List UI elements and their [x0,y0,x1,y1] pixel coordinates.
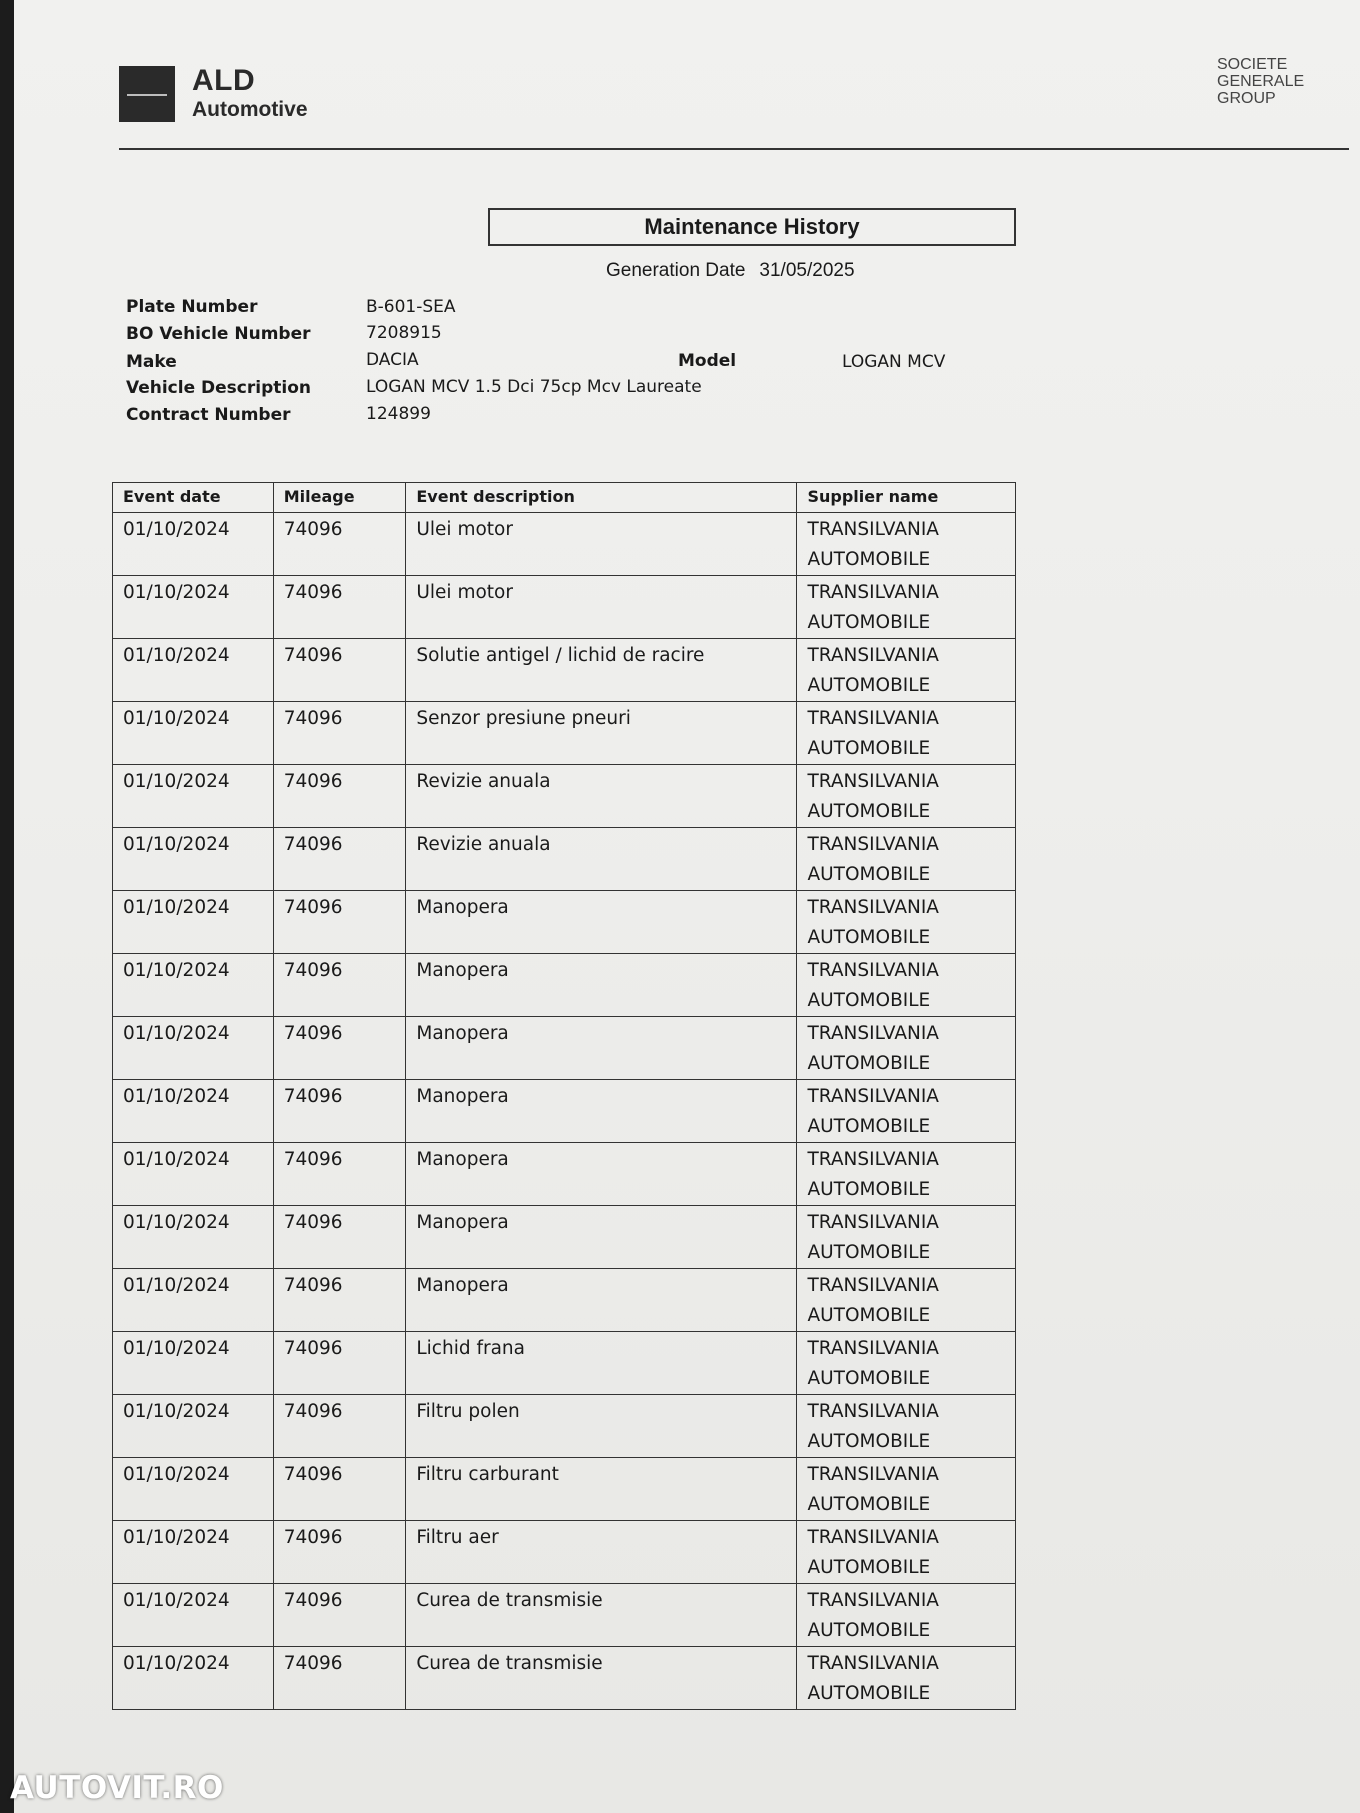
event-description-cell: Manopera [406,1143,797,1206]
event-date-cell: 01/10/2024 [113,1206,274,1269]
bo-vehicle-number-value: 7208915 [366,323,442,343]
model-label: Model [678,351,737,371]
supplier-name-line: AUTOMOBILE [807,1368,931,1389]
logo-title: ALD [192,64,256,97]
vehicle-description-label: Vehicle Description [126,378,311,398]
supplier-name-line: TRANSILVANIA [807,897,939,918]
supplier-name-cell [797,954,1016,1017]
event-date-cell: 01/10/2024 [113,891,274,954]
supplier-name-cell [797,576,1016,639]
group-line: GROUP [1217,90,1276,107]
event-date-cell: 01/10/2024 [113,702,274,765]
table-row [113,1521,1016,1584]
event-date-cell: 01/10/2024 [113,1143,274,1206]
event-date-cell: 01/10/2024 [113,513,274,576]
supplier-name-line: TRANSILVANIA [807,960,939,981]
supplier-name-line: TRANSILVANIA [807,582,939,603]
supplier-name-line: TRANSILVANIA [807,1590,939,1611]
supplier-name-line: AUTOMOBILE [807,1242,931,1263]
table-row [113,576,1016,639]
event-description-cell: Ulei motor [406,513,797,576]
logo-subtitle: Automotive [192,98,308,121]
supplier-name-line: AUTOMOBILE [807,1683,931,1704]
table-row [113,1647,1016,1710]
supplier-name-line: TRANSILVANIA [807,1275,939,1296]
supplier-name-cell [797,1206,1016,1269]
supplier-name-line: AUTOMOBILE [807,1557,931,1578]
supplier-name-line: AUTOMOBILE [807,1494,931,1515]
mileage-cell: 74096 [273,1269,406,1332]
supplier-name-cell [797,891,1016,954]
supplier-name-cell [797,513,1016,576]
supplier-name-cell [797,1017,1016,1080]
event-description-cell: Solutie antigel / lichid de racire [406,639,797,702]
mileage-cell: 74096 [273,639,406,702]
generation-date-value: 31/05/2025 [759,260,855,281]
supplier-name-line: AUTOMOBILE [807,612,931,633]
supplier-name-line: TRANSILVANIA [807,1149,939,1170]
supplier-name-cell [797,1584,1016,1647]
table-row [113,1269,1016,1332]
event-description-cell: Manopera [406,1269,797,1332]
event-date-cell: 01/10/2024 [113,954,274,1017]
event-date-cell: 01/10/2024 [113,1647,274,1710]
header-supplier-name: Supplier name [797,483,1016,513]
supplier-name-line: TRANSILVANIA [807,771,939,792]
event-description-cell: Ulei motor [406,576,797,639]
table-row [113,891,1016,954]
supplier-name-cell [797,1458,1016,1521]
supplier-name-line: TRANSILVANIA [807,1023,939,1044]
generation-date-label: Generation Date [606,260,746,281]
table-row [113,1458,1016,1521]
header-event-description: Event description [406,483,797,513]
mileage-cell: 74096 [273,765,406,828]
supplier-name-cell [797,1521,1016,1584]
supplier-name-line: AUTOMOBILE [807,1179,931,1200]
event-description-cell: Senzor presiune pneuri [406,702,797,765]
event-date-cell: 01/10/2024 [113,639,274,702]
supplier-name-line: AUTOMOBILE [807,1053,931,1074]
supplier-name-line: TRANSILVANIA [807,1212,939,1233]
event-date-cell: 01/10/2024 [113,765,274,828]
supplier-name-cell [797,1332,1016,1395]
header-mileage: Mileage [273,483,406,513]
supplier-name-line: AUTOMOBILE [807,675,931,696]
mileage-cell: 74096 [273,1080,406,1143]
mileage-cell: 74096 [273,1647,406,1710]
contract-number-label: Contract Number [126,405,291,425]
event-description-cell: Curea de transmisie [406,1584,797,1647]
ald-logo-icon [119,66,175,122]
event-description-cell: Manopera [406,891,797,954]
mileage-cell: 74096 [273,1521,406,1584]
event-description-cell: Filtru polen [406,1395,797,1458]
supplier-name-line: AUTOMOBILE [807,1305,931,1326]
supplier-name-line: AUTOMOBILE [807,990,931,1011]
event-description-cell: Lichid frana [406,1332,797,1395]
event-date-cell: 01/10/2024 [113,1521,274,1584]
mileage-cell: 74096 [273,828,406,891]
mileage-cell: 74096 [273,1332,406,1395]
event-date-cell: 01/10/2024 [113,1017,274,1080]
plate-number-label: Plate Number [126,297,258,317]
mileage-cell: 74096 [273,1017,406,1080]
table-body [113,513,1016,1710]
supplier-name-line: TRANSILVANIA [807,1401,939,1422]
supplier-name-line: AUTOMOBILE [807,1116,931,1137]
supplier-name-cell [797,1647,1016,1710]
table-row [113,513,1016,576]
mileage-cell: 74096 [273,1584,406,1647]
event-description-cell: Revizie anuala [406,765,797,828]
event-description-cell: Curea de transmisie [406,1647,797,1710]
group-label [1217,56,1304,107]
supplier-name-line: AUTOMOBILE [807,549,931,570]
supplier-name-line: TRANSILVANIA [807,645,939,666]
mileage-cell: 74096 [273,1458,406,1521]
mileage-cell: 74096 [273,513,406,576]
maintenance-table [112,482,1016,1710]
supplier-name-line: TRANSILVANIA [807,1653,939,1674]
header-divider [119,148,1349,150]
group-line: SOCIETE [1217,56,1288,73]
event-description-cell: Manopera [406,1206,797,1269]
supplier-name-line: TRANSILVANIA [807,1338,939,1359]
contract-number-value: 124899 [366,404,431,424]
event-date-cell: 01/10/2024 [113,1269,274,1332]
mileage-cell: 74096 [273,1395,406,1458]
event-date-cell: 01/10/2024 [113,1332,274,1395]
table-row [113,828,1016,891]
event-description-cell: Revizie anuala [406,828,797,891]
document-page [14,0,1360,1813]
header-event-date: Event date [113,483,274,513]
table-row [113,1017,1016,1080]
bo-vehicle-number-label: BO Vehicle Number [126,324,311,344]
model-value: LOGAN MCV [842,352,946,372]
event-date-cell: 01/10/2024 [113,1584,274,1647]
supplier-name-cell [797,639,1016,702]
event-date-cell: 01/10/2024 [113,1458,274,1521]
event-description-cell: Manopera [406,954,797,1017]
mileage-cell: 74096 [273,702,406,765]
document-title: Maintenance History [488,208,1016,246]
event-description-cell: Filtru aer [406,1521,797,1584]
event-date-cell: 01/10/2024 [113,576,274,639]
supplier-name-line: TRANSILVANIA [807,834,939,855]
supplier-name-line: AUTOMOBILE [807,801,931,822]
supplier-name-cell [797,1269,1016,1332]
supplier-name-line: TRANSILVANIA [807,1527,939,1548]
make-value: DACIA [366,350,419,370]
mileage-cell: 74096 [273,1143,406,1206]
supplier-name-cell [797,1080,1016,1143]
table-row [113,702,1016,765]
table-row [113,765,1016,828]
table-row [113,1206,1016,1269]
supplier-name-cell [797,765,1016,828]
supplier-name-line: AUTOMOBILE [807,927,931,948]
event-date-cell: 01/10/2024 [113,828,274,891]
table-header-row [113,483,1016,513]
event-description-cell: Manopera [406,1080,797,1143]
mileage-cell: 74096 [273,576,406,639]
table-row [113,1080,1016,1143]
supplier-name-line: TRANSILVANIA [807,519,939,540]
supplier-name-cell [797,828,1016,891]
plate-number-value: B-601-SEA [366,297,456,317]
table-row [113,1584,1016,1647]
generation-date-line [606,260,855,282]
table-row [113,1143,1016,1206]
make-label: Make [126,352,177,372]
mileage-cell: 74096 [273,891,406,954]
supplier-name-line: AUTOMOBILE [807,864,931,885]
event-date-cell: 01/10/2024 [113,1080,274,1143]
supplier-name-line: TRANSILVANIA [807,1086,939,1107]
table-row [113,954,1016,1017]
mileage-cell: 74096 [273,954,406,1017]
watermark: AUTOVIT.RO [10,1770,224,1806]
event-date-cell: 01/10/2024 [113,1395,274,1458]
mileage-cell: 74096 [273,1206,406,1269]
supplier-name-cell [797,702,1016,765]
supplier-name-cell [797,1143,1016,1206]
table-row [113,1395,1016,1458]
vehicle-description-value: LOGAN MCV 1.5 Dci 75cp Mcv Laureate [366,377,702,397]
supplier-name-line: AUTOMOBILE [807,1620,931,1641]
table-row [113,639,1016,702]
event-description-cell: Filtru carburant [406,1458,797,1521]
event-description-cell: Manopera [406,1017,797,1080]
table-row [113,1332,1016,1395]
supplier-name-line: AUTOMOBILE [807,1431,931,1452]
supplier-name-line: TRANSILVANIA [807,1464,939,1485]
supplier-name-cell [797,1395,1016,1458]
supplier-name-line: TRANSILVANIA [807,708,939,729]
group-line: GENERALE [1217,73,1305,90]
supplier-name-line: AUTOMOBILE [807,738,931,759]
